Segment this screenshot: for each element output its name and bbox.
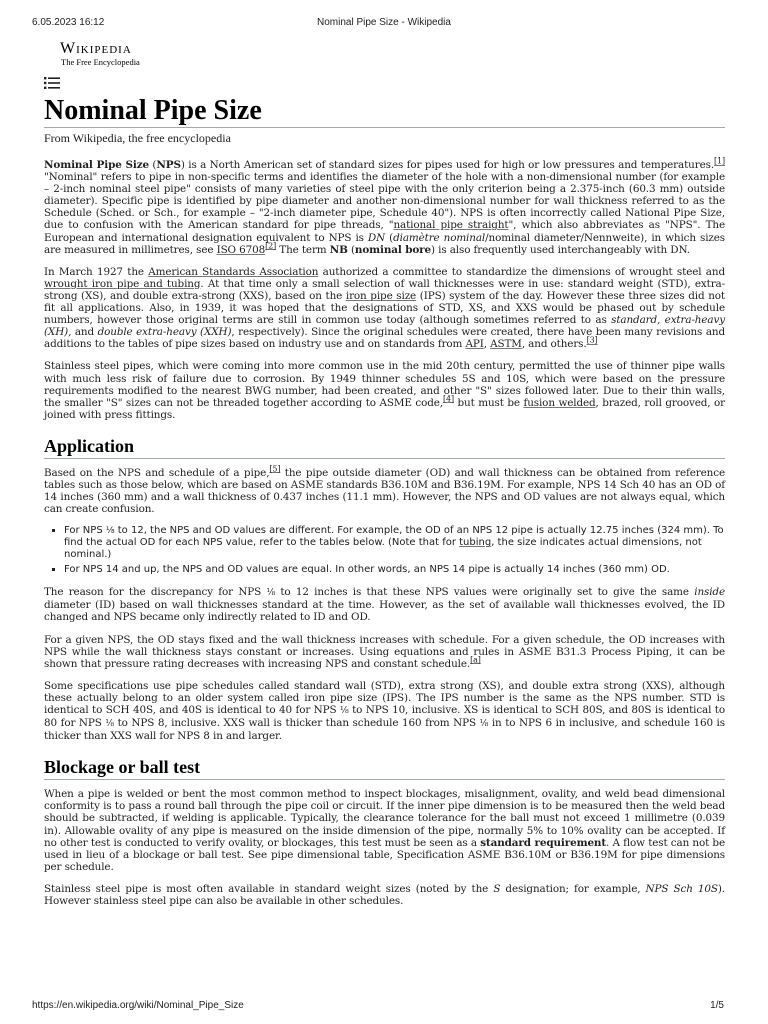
blockage-paragraph-2: Stainless steel pipe is most often available in standard weight sizes (noted by the S designation; for example, NPS Sch 10S). However stainless steel pipe can also be available in other schedules. [44,882,725,908]
link-api[interactable]: API [465,338,484,351]
menu-icon[interactable] [44,77,60,89]
list-item: ▪ For NPS 14 and up, the NPS and OD values are equal. In other words, an NPS 14 pipe is actually 14 inches (360 mm) OD. [64,564,725,576]
reference-4[interactable]: [4] [442,394,454,404]
page-title: Nominal Pipe Size [44,94,725,128]
link-astm[interactable]: ASTM [490,338,522,351]
link-fusion-welded[interactable]: fusion welded [523,396,596,409]
article-content [44,94,725,917]
print-footer [0,1000,768,1014]
note-a[interactable]: [a] [470,655,481,665]
link-iso-6708[interactable]: ISO 6708 [216,243,266,256]
list-item: ▪ For NPS ⅛ to 12, the NPS and OD values are different. For example, the OD of an NPS 12 pipe is actually 12.75 inches (324 mm). To find the actual OD for each NPS value, refer to the tables below. (Note that for tubing, the size indicates actual dimensions, not nominal.) [64,525,725,561]
application-paragraph-4: Some specifications use pipe schedules called standard wall (STD), extra strong (XS), and double extra strong (XXS), although these actually belong to an older system called iron pipe size (IPS). The IPS number is the same as the NPS number. STD is identical to SCH 40S, and 40S is identical to 40 for NPS ⅛ to NPS 10, inclusive. XS is identical to SCH 80S, and 80S is identical to 80 for NPS ⅛ to NPS 8, inclusive. XXS wall is thicker than schedule 160 from NPS ⅛ in to NPS 6 in inclusive, and schedule 160 is thicker than XXS wall for NPS 8 in and larger. [44,679,726,743]
reference-3[interactable]: [3] [586,335,598,345]
link-national-pipe-straight[interactable]: national pipe straight [393,219,509,232]
link-american-standards-association[interactable]: American Standards Association [148,265,319,278]
reference-1[interactable]: [1] [714,156,725,166]
page-number: 1/5 [710,1000,724,1011]
reference-2[interactable]: [2] [265,241,277,251]
site-subtitle: From Wikipedia, the free encyclopedia [44,131,231,145]
wikipedia-wordmark: Wikipedia [60,40,132,57]
application-bullet-list [44,525,725,576]
reference-5[interactable]: [5] [269,464,281,474]
term-nps-bold: Nominal Pipe Size [44,159,149,171]
application-paragraph-2: The reason for the discrepancy for NPS ⅛ to 12 inches is that these NPS values were originally set to give the same inside diameter (ID) based on wall thicknesses standard at the time. However, as the set of available wall thicknesses evolved, the ID changed and NPS became only indirectly related to ID and OD. [44,586,725,624]
print-date: 6.05.2023 16:12 [32,17,105,28]
print-url: https://en.wikipedia.org/wiki/Nominal_Pipe_Size [32,1000,244,1011]
section-heading-blockage: Blockage or ball test [44,756,725,780]
link-wrought-iron-pipe[interactable]: wrought iron pipe and tubing [44,277,201,290]
application-paragraph-1: Based on the NPS and schedule of a pipe,[5] the pipe outside diameter (OD) and wall thickness can be obtained from reference tables such as those below, which are based on ASME standards B36.10M and B36.19M. For example, NPS 14 Sch 40 has an OD of 14 inches (360 mm) and a wall thickness of 0.437 inches (11.1 mm). However, the NPS and OD values are not always equal, which can create confusion. [44,464,725,516]
print-page-title: Nominal Pipe Size - Wikipedia [317,17,451,28]
link-iron-pipe-size[interactable]: iron pipe size [345,289,417,302]
application-paragraph-3: For a given NPS, the OD stays fixed and the wall thickness increases with schedule. For a given schedule, the OD increases with NPS while the wall thickness stays constant or increases. Using equations and rules in ASME B31.3 Process Piping, it can be shown that pressure rating decreases with increasing NPS and constant schedule.[a] [44,633,725,670]
wikipedia-logo[interactable] [60,41,140,67]
intro-paragraph-2: In March 1927 the American Standards Association authorized a committee to standardize the dimensions of wrought steel and wrought iron pipe and tubing. At that time only a small selection of wall thicknesses were in use: standard weight (STD), extra-strong (XS), and double extra-strong (XXS), based on the iron pipe size (IPS) system of the day. However these three sizes did not fit all applications. Also, in 1939, it was hoped that the designations of STD, XS, and XXS would be phased out by schedule numbers, however those original terms are still in common use today (although sometimes referred to as standard, extra-heavy (XH), and double extra-heavy (XXH), respectively). Since the original schedules were created, there have been many revisions and additions to the tables of pipe sizes based on industry use and on standards from API, ASTM, and others.[3] [44,265,726,351]
wikipedia-tagline: The Free Encyclopedia [61,57,140,67]
section-heading-application: Application [44,435,725,459]
link-tubing[interactable]: tubing [459,537,492,549]
blockage-paragraph-1: When a pipe is welded or bent the most common method to inspect blockages, misalignment, ovality, and weld bead dimensional conformity is to pass a round ball through the pipe coil or circuit. If the inner pipe dimension is to be measured then the weld bead should be subtracted, if welding is applicable. Typically, the clearance tolerance for the ball must not exceed 1 millimetre (0.039 in). Allowable ovality of any pipe is measured on the inside dimension of the pipe, normally 5% to 10% ovality can be accepted. If no other test is conducted to verify ovality, or blockages, this test must be seen as a standard requirement. A flow test can not be used in lieu of a blockage or ball test. See pipe dimensional table, Specification ASME B36.10M or B36.19M for pipe dimensions per schedule. [44,788,725,873]
intro-paragraph-1: Nominal Pipe Size (NPS) is a North American set of standard sizes for pipes used for high or low pressures and temperatures.[1] "Nominal" refers to pipe in non-specific terms and identifies the diameter of the hole with a non-dimensional number (for example – 2-inch nominal steel pipe" consists of many varieties of steel pipe with the only criterion being a 2.375-inch (60.3 mm) outside diameter). Specific pipe is identified by pipe diameter and another non-dimensional number for wall thickness referred to as the Schedule (Sched. or Sch., for example – "2-inch diameter pipe, Schedule 40"). NPS is often incorrectly called National Pipe Size, due to confusion with the American standard for pipe threads, "national pipe straight", which also abbreviates as "NPS". The European and international designation equivalent to NPS is DN (diamètre nominal/nominal diameter/Nennweite), in which sizes are measured in millimetres, see ISO 6708[2] The term NB (nominal bore) is also frequently used interchangeably with DN. [44,156,725,256]
intro-paragraph-3: Stainless steel pipes, which were coming into more common use in the mid 20th century, permitted the use of thinner pipe walls with much less risk of failure due to corrosion. By 1949 thinner schedules 5S and 10S, which were based on the pressure requirements modified to the nearest BWG number, had been created, and other "S" sizes followed later. Due to their thin walls, the smaller "S" sizes can not be threaded together according to ASME code,[4] but must be fusion welded, brazed, roll grooved, or joined with press fittings. [44,360,726,421]
print-header [0,17,768,31]
